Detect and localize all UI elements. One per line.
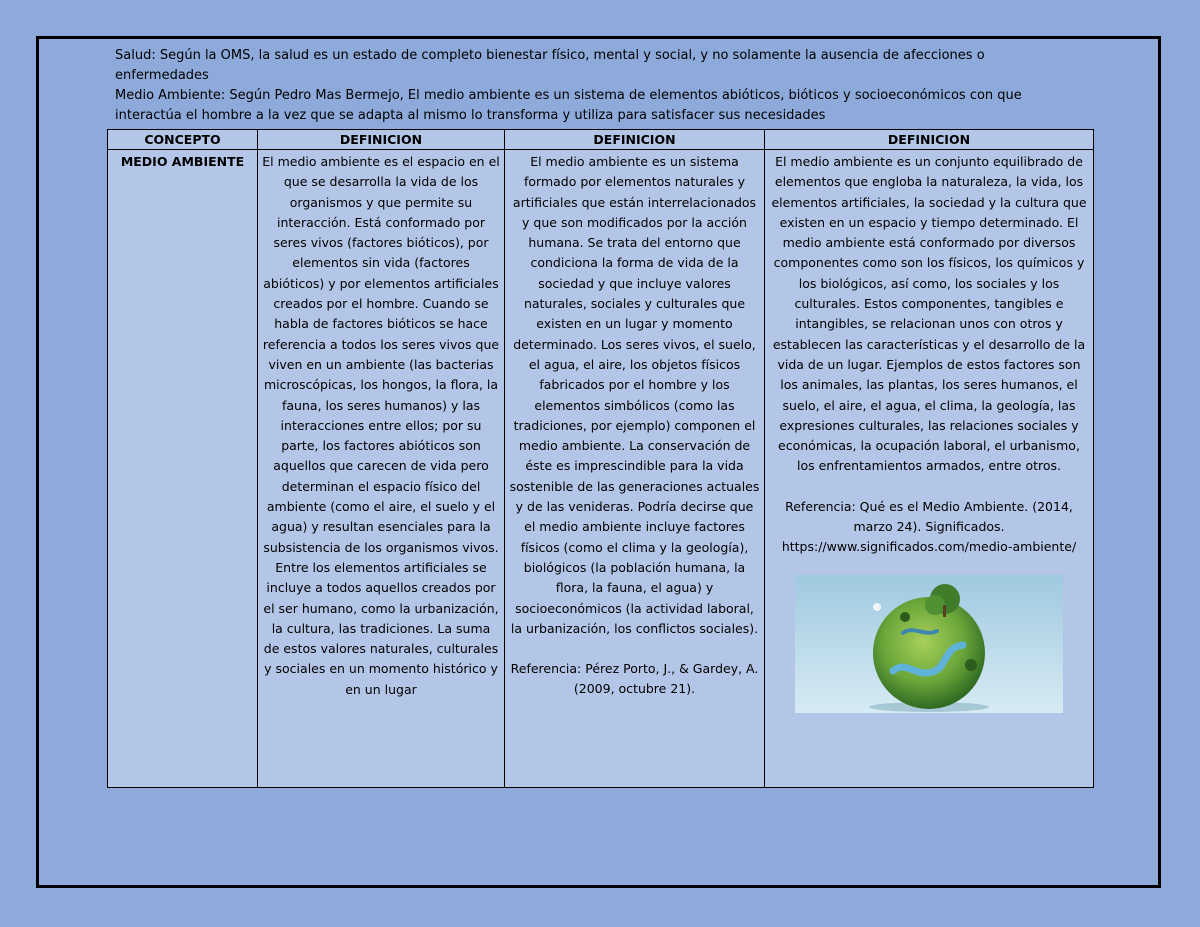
header-concepto: CONCEPTO	[108, 130, 258, 150]
definitions-table	[107, 129, 1094, 788]
table-row	[108, 150, 1094, 788]
definition-2-text: El medio ambiente es un sistema formado por elementos naturales y artificiales que están interrelacionados y que son modificados por la acción humana. Se trata del entorno que condiciona la forma de vida de la sociedad y que incluye valores naturales, sociales y culturales que existen en un lugar y momento determinado. Los seres vivos, el suelo, el agua, el aire, los objetos físicos fabricados por el hombre y los elementos simbólicos (como las tradiciones, por ejemplo) componen el medio ambiente. La conservación de éste es imprescindible para la vida sostenible de las generaciones actuales y de las venideras. Podría decirse que el medio ambiente incluye factores físicos (como el clima y la geología), biológicos (la población humana, la flora, la fauna, el agua) y socioeconómicos (la actividad laboral, la urbanización, los conflictos sociales).	[509, 154, 760, 636]
intro-text	[115, 46, 1055, 126]
medio-ambiente-definition: Medio Ambiente: Según Pedro Mas Bermejo, El medio ambiente es un sistema de elementos abióticos, bióticos y socioeconómicos con que interactúa el hombre a la vez que se adapta al mismo lo transforma y utiliza para satisfacer sus necesidades	[115, 88, 1022, 123]
definition-3-reference: Referencia: Qué es el Medio Ambiente. (2014, marzo 24). Significados. https://www.significados.com/medio-ambiente/	[781, 498, 1077, 555]
definition-cell-3	[765, 150, 1094, 788]
earth-globe-icon	[795, 575, 1063, 713]
header-definicion-3: DEFINICION	[765, 130, 1094, 150]
globe-image	[795, 575, 1063, 713]
definition-cell-2	[505, 150, 765, 788]
definition-2-reference: Referencia: Pérez Porto, J., & Gardey, A. (2009, octubre 21).	[510, 661, 759, 697]
salud-definition: Salud: Según la OMS, la salud es un estado de completo bienestar físico, mental y social, y no solamente la ausencia de afecciones o enfermedades	[115, 48, 985, 83]
definition-1-text: El medio ambiente es el espacio en el que se desarrolla la vida de los organismos y que permite su interacción. Está conformado por seres vivos (factores bióticos), por elementos sin vida (factores abióticos) y por elementos artificiales creados por el hombre. Cuando se habla de factores bióticos se hace referencia a todos los seres vivos que viven en un ambiente (las bacterias microscópicas, los hongos, la flora, la fauna, los seres humanos) y las interacciones entre ellos; por su parte, los factores abióticos son aquellos que carecen de vida pero determinan el espacio físico del ambiente (como el aire, el suelo y el agua) y resultan esenciales para la subsistencia de los organismos vivos. Entre los elementos artificiales se incluye a todos aquellos creados por el ser humano, como la urbanización, la cultura, las tradiciones. La suma de estos valores naturales, culturales y sociales en un momento histórico y en un lugar	[262, 154, 500, 697]
table-header-row	[108, 130, 1094, 150]
concept-cell: MEDIO AMBIENTE	[108, 150, 258, 788]
definition-3-text: El medio ambiente es un conjunto equilibrado de elementos que engloba la naturaleza, la vida, los elementos artificiales, la sociedad y la cultura que existen en un espacio y tiempo determinado. El medio ambiente está conformado por diversos componentes como son los físicos, los químicos y los biológicos, así como, los sociales y los culturales. Estos componentes, tangibles e intangibles, se relacionan unos con otros y establecen las características y el desarrollo de la vida de un lugar. Ejemplos de estos factores son los animales, las plantas, los seres humanos, el suelo, el aire, el agua, el clima, la geología, las expresiones culturales, las relaciones sociales y económicas, la ocupación laboral, el urbanismo, los enfrentamientos armados, entre otros.	[771, 154, 1087, 474]
definition-cell-1	[258, 150, 505, 788]
header-definicion-1: DEFINICION	[258, 130, 505, 150]
header-definicion-2: DEFINICION	[505, 130, 765, 150]
